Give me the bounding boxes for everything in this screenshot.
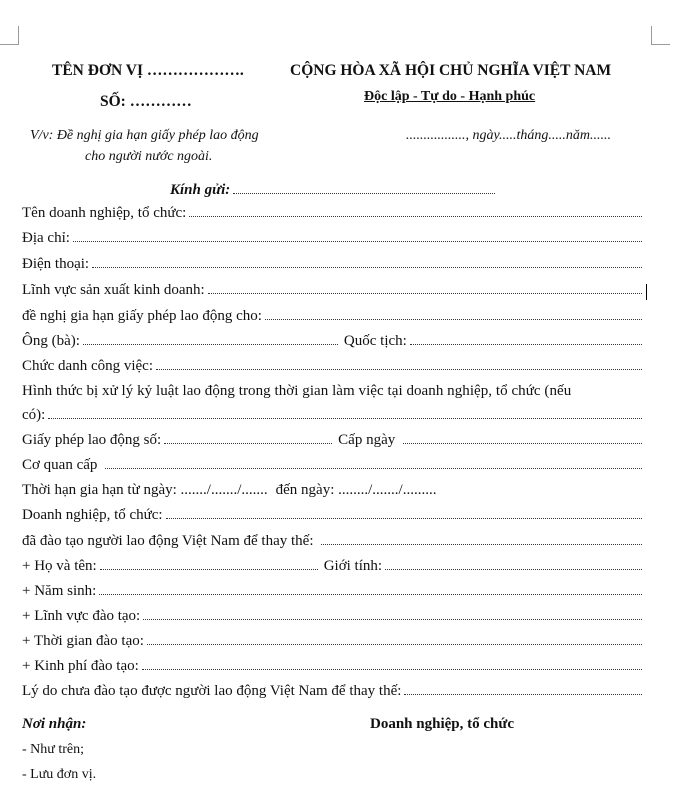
org-name: TÊN ĐƠN VỊ ………………. — [52, 62, 244, 79]
fill-line[interactable] — [208, 292, 642, 294]
training-time-label: + Thời gian đào tạo: — [22, 633, 144, 649]
recipient-2: - Lưu đơn vị. — [22, 767, 97, 782]
extension-row — [22, 482, 642, 502]
subject-line-1: V/v: Đề nghị gia hạn giấy phép lao động — [30, 128, 259, 143]
signer-title: Doanh nghiệp, tổ chức — [370, 716, 515, 732]
full-name-label: + Họ và tên: — [22, 558, 97, 574]
fill-line[interactable] — [321, 543, 642, 545]
extension-to-label: đến ngày: ......../......./......... — [275, 482, 437, 498]
fill-line[interactable] — [100, 568, 318, 570]
trained-row — [22, 533, 642, 553]
fill-line[interactable] — [403, 442, 642, 444]
extension-from-label: Thời hạn gia hạn từ ngày: ......./......./....... — [22, 482, 268, 498]
training-field-label: + Lĩnh vực đào tạo: — [22, 608, 141, 624]
training-cost-label: + Kinh phí đào tạo: — [22, 658, 139, 674]
birth-year-label: + Năm sinh: — [22, 583, 97, 599]
page-corner-mark — [651, 26, 670, 45]
discipline-row-2 — [22, 407, 642, 427]
fill-line[interactable] — [92, 266, 642, 268]
fill-line[interactable] — [189, 215, 642, 217]
permit-row — [22, 432, 642, 452]
name-row — [22, 558, 642, 578]
fill-line[interactable] — [166, 517, 642, 519]
person-row — [22, 333, 642, 353]
address-label: Địa chỉ: — [22, 230, 70, 246]
trained-label: đã đào tạo người lao động Việt Nam để thay thế: — [22, 533, 314, 549]
fill-line[interactable] — [105, 467, 642, 469]
training-cost-row — [22, 658, 642, 678]
permit-no-label: Giấy phép lao động số: — [22, 432, 162, 448]
agency-row — [22, 457, 642, 477]
request-row — [22, 308, 642, 328]
fill-line[interactable] — [142, 668, 642, 670]
gender-label: Giới tính: — [323, 558, 383, 574]
agency-label: Cơ quan cấp — [22, 457, 98, 473]
issue-date-label: Cấp ngày — [338, 432, 396, 448]
fill-line[interactable] — [73, 240, 642, 242]
discipline-label: Hình thức bị xử lý kỷ luật lao động trong thời gian làm việc tại doanh nghiệp, tổ chức (nếu — [22, 383, 572, 399]
company-row — [22, 205, 642, 225]
fill-line[interactable] — [164, 442, 332, 444]
discipline-row — [22, 383, 642, 403]
reason-label: Lý do chưa đào tạo được người lao động Việt Nam để thay thế: — [22, 683, 402, 699]
discipline-label-2: có): — [22, 407, 46, 423]
salutation-label: Kính gửi: — [170, 182, 231, 198]
recipient-1: - Như trên; — [22, 742, 85, 757]
training-time-row — [22, 633, 642, 653]
phone-label: Điện thoại: — [22, 256, 90, 272]
mr-mrs-label: Ông (bà): — [22, 333, 80, 349]
page-corner-mark — [0, 26, 19, 45]
birth-year-row — [22, 583, 642, 603]
business-field-label: Lĩnh vực sản xuất kinh doanh: — [22, 282, 205, 298]
fill-line[interactable] — [410, 343, 642, 345]
motto: Độc lập - Tự do - Hạnh phúc — [364, 89, 536, 104]
subject-line-2: cho người nước ngoài. — [85, 149, 213, 164]
org-row — [22, 507, 642, 527]
text-cursor — [646, 284, 647, 300]
request-label: đề nghị gia hạn giấy phép lao động cho: — [22, 308, 262, 324]
fill-line[interactable] — [99, 593, 642, 595]
training-field-row — [22, 608, 642, 628]
recipients-title: Nơi nhận: — [22, 716, 87, 732]
org-label: Doanh nghiệp, tổ chức: — [22, 507, 163, 523]
fill-line[interactable] — [83, 343, 338, 345]
doc-number: SỐ: ………… — [100, 93, 192, 110]
nationality-label: Quốc tịch: — [343, 333, 407, 349]
fill-line[interactable] — [156, 368, 642, 370]
company-label: Tên doanh nghiệp, tổ chức: — [22, 205, 187, 221]
reason-row — [22, 683, 642, 703]
fill-line[interactable] — [48, 417, 642, 419]
fill-line[interactable] — [233, 192, 495, 194]
phone-row — [22, 256, 642, 276]
business-field-row — [22, 282, 642, 302]
fill-line[interactable] — [265, 318, 642, 320]
job-title-row — [22, 358, 642, 378]
date-line: ................., ngày.....tháng.....năm...... — [406, 128, 611, 143]
job-title-label: Chức danh công việc: — [22, 358, 154, 374]
address-row — [22, 230, 642, 250]
salutation-row — [170, 182, 495, 202]
nation-title: CỘNG HÒA XÃ HỘI CHỦ NGHĨA VIỆT NAM — [290, 62, 612, 79]
fill-line[interactable] — [404, 693, 642, 695]
fill-line[interactable] — [147, 643, 642, 645]
fill-line[interactable] — [385, 568, 642, 570]
fill-line[interactable] — [143, 618, 642, 620]
